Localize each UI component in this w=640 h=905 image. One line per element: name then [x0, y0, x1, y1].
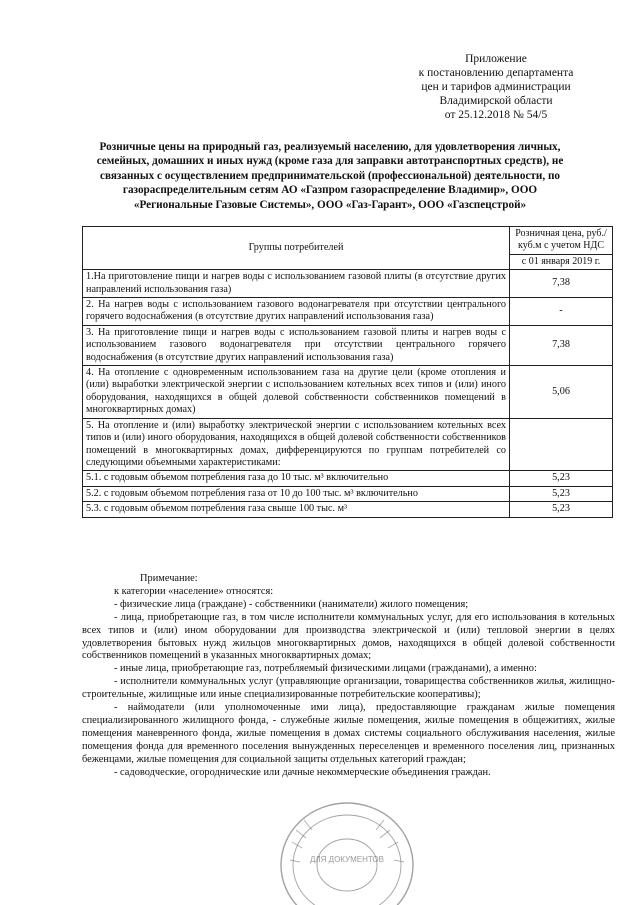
group-cell: 5.2. с годовым объемом потребления газа от 10 до 100 тыс. м³ включительно: [83, 486, 510, 501]
note-item: - исполнители коммунальных услуг (управляющие организации, товарищества собственников жилья, жилищно-строительные, жилищные или иные специализированные потребительские кооперативы);: [82, 676, 615, 701]
appendix-line-2: к постановлению департамента: [418, 67, 574, 79]
official-seal-stamp: [272, 770, 422, 905]
table-row: [83, 366, 613, 419]
price-cell: 7,38: [510, 325, 613, 365]
table-row: [83, 418, 613, 471]
group-cell: 5.1. с годовым объемом потребления газа до 10 тыс. м³ включительно: [83, 471, 510, 486]
note-item: - лица, приобретающие газ, в том числе исполнители коммунальных услуг, для его использования в котельных всех типов и (или) ином оборудовании для производства электрической и (или) тепловой энергии в целях удовлетворения бытовых нужд жильцов многоквартирных домов, находящихся в общей долевой собственности собственников помещений в указанных многоквартирных домах;: [82, 611, 615, 662]
group-cell: 5.3. с годовым объемом потребления газа свыше 100 тыс. м³: [83, 502, 510, 517]
appendix-line-1: Приложение: [465, 53, 527, 65]
group-cell: 2. На нагрев воды с использованием газового водонагревателя при отсутствии центрального горячего водоснабжения (в отсутствие других направлений использования газа): [83, 298, 510, 326]
appendix-header: [396, 52, 596, 122]
note-item: - садоводческие, огороднические или дачные некоммерческие объединения граждан.: [114, 766, 491, 778]
price-cell: 7,38: [510, 270, 613, 298]
table-row: [83, 486, 613, 501]
price-cell: 5,23: [510, 486, 613, 501]
price-table: [82, 226, 613, 518]
table-row: [83, 502, 613, 517]
stamp-text: ДЛЯ ДОКУМЕНТОВ: [309, 855, 385, 864]
notes-section: [82, 573, 615, 780]
column-header-price: Розничная цена, руб./куб.м с учетом НДС: [510, 227, 613, 255]
notes-intro: к категории «население» относятся:: [114, 585, 274, 597]
document-title: Розничные цены на природный газ, реализуемый населению, для удовлетворения личных, семейных, домашних и иных нужд (кроме газа для заправки автотранспортных средств), не связанных с осуществлением предпринимательской (профессиональной) деятельности, по газораспределительным сетям АО «Газпром газораспределение Владимир», ООО «Региональные Газовые Системы», ООО «Газ-Гарант», ООО «Газспецстрой»: [96, 141, 564, 211]
appendix-line-3: цен и тарифов администрации: [421, 81, 571, 93]
column-header-date: с 01 января 2019 г.: [510, 254, 613, 269]
group-cell: 1.На приготовление пищи и нагрев воды с использованием газовой плиты (в отсутствие других направлений использования газа): [83, 270, 510, 298]
note-item: - наймодатели (или уполномоченные ими лица), предоставляющие гражданам жилые помещения специализированного жилищного фонда, - служебные жилые помещения, жилые помещения в общежитиях, жилые помещения маневренного фонда, жилые помещения в домах системы социального обслуживания населения, жилые помещения фонда для временного поселения вынужденных переселенцев и временного поселения лиц, признанных беженцами, жилые помещения для социальной защиты отдельных категорий граждан;: [82, 702, 615, 765]
note-item: - иные лица, приобретающие газ, потребляемый физическими лицами (гражданами), а именно:: [114, 663, 537, 675]
price-cell: 5,23: [510, 502, 613, 517]
group-cell: 3. На приготовление пищи и нагрев воды с использованием газовой плиты и нагрев воды с использованием газового водонагревателя при отсутствии центрального горячего водоснабжения (в отсутствие других направлений использования газа): [83, 325, 510, 365]
table-header-row: [83, 227, 613, 255]
notes-title: Примечание:: [140, 573, 198, 584]
price-cell: 5,23: [510, 471, 613, 486]
appendix-line-4: Владимирской области: [439, 95, 553, 107]
price-cell: [510, 418, 613, 471]
table-row: [83, 325, 613, 365]
table-row: [83, 471, 613, 486]
table-row: [83, 298, 613, 326]
table-row: [83, 270, 613, 298]
note-item: - физические лица (граждане) - собственники (наниматели) жилого помещения;: [114, 598, 469, 610]
group-cell: 4. На отопление с одновременным использованием газа на другие цели (кроме отопления и (или) выработки электрической энергии с использованием котельных всех типов и (или) иного оборудования, находящихся в общей долевой собственности собственников помещений в многоквартирных домах): [83, 366, 510, 419]
column-header-groups: Группы потребителей: [83, 227, 510, 270]
appendix-line-5: от 25.12.2018 № 54/5: [444, 109, 548, 121]
price-cell: -: [510, 298, 613, 326]
price-cell: 5,06: [510, 366, 613, 419]
group-cell: 5. На отопление и (или) выработку электрической энергии с использованием котельных всех типов и (или) иного оборудования, находящихся в общей долевой собственности собственников помещений в многоквартирных домах, дифференцируются по группам потребителей со следующими объемными характеристиками:: [83, 418, 510, 471]
